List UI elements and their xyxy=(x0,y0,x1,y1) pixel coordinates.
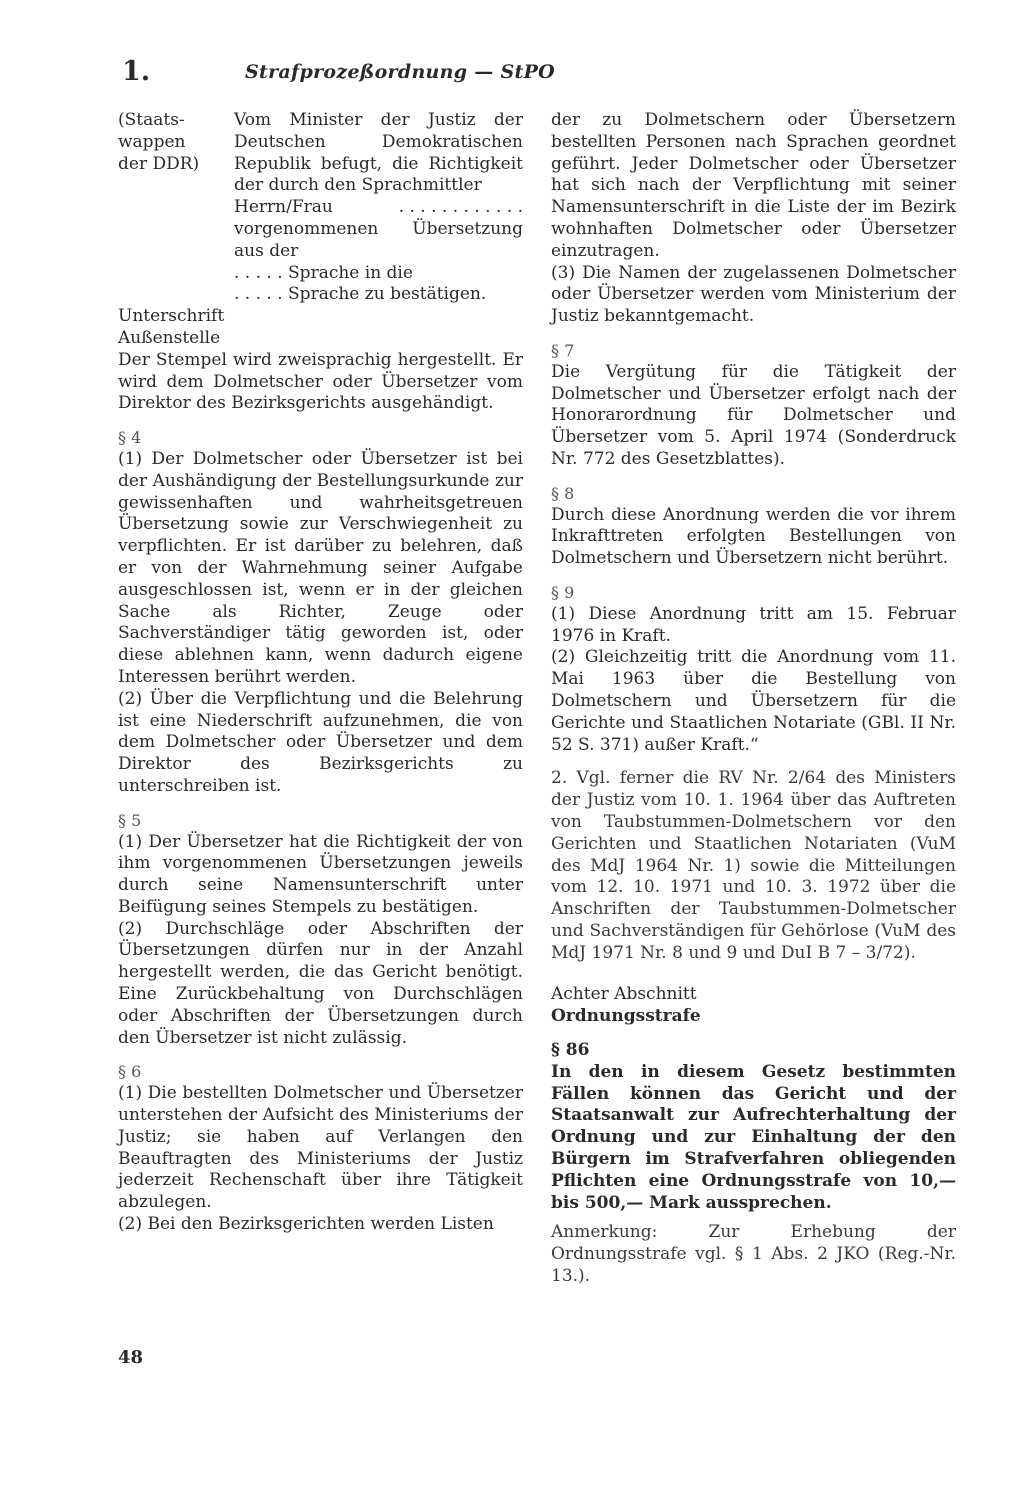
paragraph-9-2: (2) Gleichzeitig tritt die Anordnung vom 11. Mai 1963 über die Bestellung von Dolmetschern und Übersetzern für die Gerichte und Staatlichen Notariate (GBl. II Nr. 52 S. 371) außer Kraft.“ xyxy=(551,647,956,755)
stamp-name-line xyxy=(234,197,523,219)
page-number: 48 xyxy=(118,1347,144,1368)
section-heading-7: § 7 xyxy=(551,340,575,360)
stamp-text-block xyxy=(234,110,523,306)
paragraph-6-2-continued: der zu Dolmetschern oder Übersetzern bestellten Personen nach Sprachen geordnet geführt. Jeder Dolmetscher oder Übersetzer hat sich nach der Verpflichtung mit seiner Namensunterschrift in die Liste der im Bezirk wohnhaften Dolmetscher oder Übersetzer einzutragen. xyxy=(551,110,956,261)
stamp-specimen xyxy=(118,110,523,306)
left-column xyxy=(118,110,523,1236)
running-header-title: Strafprozeßordnung — StPO xyxy=(245,61,556,83)
stamp-herrn-label: Herrn/Frau xyxy=(234,197,333,218)
chapter-division-title: Ordnungsstrafe xyxy=(551,1006,701,1027)
paragraph-86: In den in diesem Gesetz bestimmten Fällen können das Gericht und der Staatsanwalt zur Aufrechterhaltung der Ordnung und zur Einhaltung der den Bürgern im Strafverfahren obliegenden Pflichten eine Ordnungsstrafe von 10,— bis 500,— Mark aussprechen. xyxy=(551,1061,956,1213)
section-heading-4: § 4 xyxy=(118,428,142,448)
paragraph-6-3: (3) Die Namen der zugelassenen Dolmetscher oder Übersetzer werden vom Ministerium der Justiz bekanntgemacht. xyxy=(551,262,956,327)
paragraph-8: Durch diese Anordnung werden die vor ihrem Inkrafttreten erfolgten Bestellungen von Dolmetschern und Übersetzern nicht berührt. xyxy=(551,504,956,569)
section-heading-86: § 86 xyxy=(551,1040,590,1061)
stamp-signature-label: Unterschrift xyxy=(118,306,225,327)
chapter-number: 1. xyxy=(122,56,151,87)
section-heading-6: § 6 xyxy=(118,1062,142,1082)
annotation-note: Anmerkung: Zur Erhebung der Ordnungsstrafe vgl. § 1 Abs. 2 JKO (Reg.-Nr. 13.). xyxy=(551,1222,956,1287)
paragraph-4-1: (1) Der Dolmetscher oder Übersetzer ist bei der Aushändigung der Bestellungsurkunde zur gewissenhaften und wahrheitsgetreuen Übersetzung sowie zur Verschwiegenheit zu verpflichten. Er ist darüber zu belehren, daß er von der Wahrnehmung seiner Aufgabe ausgeschlossen ist, wenn er in der gleichen Sache als Richter, Zeuge oder Sachverständiger tätig geworden ist, oder diese ablehnen kann, wenn dadurch eigene Interessen berührt werden. xyxy=(118,448,523,687)
stamp-branch-label: Außenstelle xyxy=(118,327,221,348)
paragraph-7: Die Vergütung für die Tätigkeit der Dolmetscher und Übersetzer erfolgt nach der Honorarordnung für Dolmetscher und Übersetzer vom 5. April 1974 (Sonderdruck Nr. 772 des Gesetzblattes). xyxy=(551,361,956,469)
right-column xyxy=(551,110,956,1288)
stamp-label-line: der DDR) xyxy=(118,153,200,174)
paragraph-9-1: (1) Diese Anordnung tritt am 15. Februar 1976 in Kraft. xyxy=(551,603,956,646)
paragraph-5-2: (2) Durchschläge oder Abschriften der Übersetzungen dürfen nur in der Anzahl hergestellt werden, die das Gericht benötigt. Eine Zurückbehaltung von Durchschlägen oder Abschriften der Übersetzungen durch den Übersetzer ist nicht zulässig. xyxy=(118,918,523,1048)
note-2: 2. Vgl. ferner die RV Nr. 2/64 des Ministers der Justiz vom 10. 1. 1964 über das Auftreten von Taubstummen-Dolmetschern vor den Gerichten und Staatlichen Notariaten (VuM des MdJ 1964 Nr. 1) sowie die Mitteilungen vom 12. 10. 1971 und 10. 3. 1972 über die Anschriften der Taubstummen-Dolmetscher und Sachverständigen für Gehörlose (VuM des MdJ 1971 Nr. 8 und 9 und DuI B 7 – 3/72). xyxy=(551,768,956,963)
stamp-language-from: . . . . . Sprache in die xyxy=(234,262,413,283)
stamp-text-2: vorgenommenen Übersetzung aus der xyxy=(234,218,523,261)
paragraph-6-2: (2) Bei den Bezirksgerichten werden Listen xyxy=(118,1214,494,1235)
section-heading-8: § 8 xyxy=(551,483,575,503)
stamp-dots: . . . . . . . . . . . . xyxy=(398,197,523,218)
paragraph-6-1: (1) Die bestellten Dolmetscher und Übersetzer unterstehen der Aufsicht des Ministeriums der Justiz; sie haben auf Verlangen den Beauftragten des Ministeriums der Justiz jederzeit Rechenschaft über ihre Tätigkeit abzulegen. xyxy=(118,1083,523,1213)
paragraph-4-2: (2) Über die Verpflichtung und die Belehrung ist eine Niederschrift aufzunehmen, die von dem Dolmetscher oder Übersetzer und dem Direktor des Bezirksgerichts zu unterschreiben ist. xyxy=(118,688,523,796)
stamp-note: Der Stempel wird zweisprachig hergestellt. Er wird dem Dolmetscher oder Übersetzer vom Direktor des Bezirksgerichts ausgehändigt. xyxy=(118,349,523,414)
stamp-label-line: wappen xyxy=(118,131,186,152)
chapter-division-label: Achter Abschnitt xyxy=(551,984,697,1005)
stamp-label-line: (Staats- xyxy=(118,110,185,130)
stamp-text: Vom Minister der Justiz der Deutschen Demokratischen Republik befugt, die Richtigkeit der durch den Sprachmittler xyxy=(234,110,523,196)
section-heading-5: § 5 xyxy=(118,810,142,830)
stamp-coat-of-arms-label xyxy=(118,110,234,306)
section-heading-9: § 9 xyxy=(551,582,575,602)
stamp-language-to: . . . . . Sprache zu bestätigen. xyxy=(234,284,487,305)
paragraph-5-1: (1) Der Übersetzer hat die Richtigkeit der von ihm vorgenommenen Übersetzungen jeweils durch seine Namensunterschrift unter Beifügung seines Stempels zu bestätigen. xyxy=(118,831,523,917)
